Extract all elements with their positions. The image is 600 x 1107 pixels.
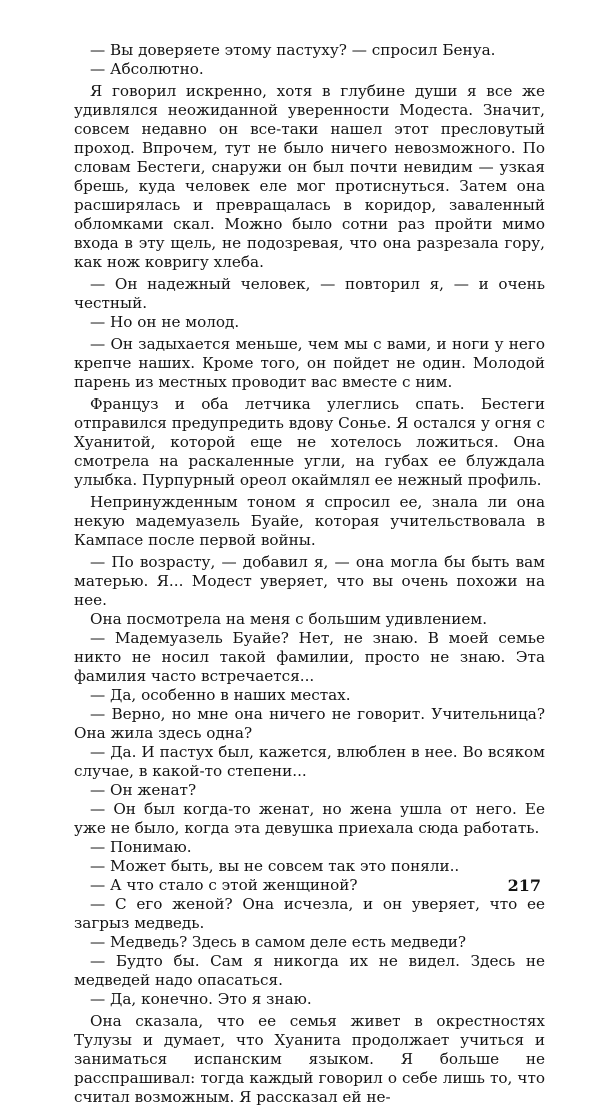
paragraph: Непринужденным тоном я спросил ее, знала ли она некую мадемуазель Буайе, которая учительствовала в Кампасе после первой войны. [74,493,545,549]
paragraph: — Мадемуазель Буайе? Нет, не знаю. В моей семье никто не носил такой фамилии, просто не знаю. Эта фамилия часто встречается... [74,629,545,685]
paragraph: — Медведь? Здесь в самом деле есть медведи? [90,933,467,951]
paragraph: — Он надежный человек, — повторил я, — и очень честный. [74,275,545,312]
paragraph: — Вы доверяете этому пастуху? — спросил Бенуа. [90,41,496,59]
paragraph: — Верно, но мне она ничего не говорит. Учительница? Она жила здесь одна? [74,705,545,742]
paragraph: Француз и оба летчика улеглись спать. Бестеги отправился предупредить вдову Сонье. Я остался у огня с Хуанитой, которой еще не хотелось ложиться. Она смотрела на раскаленные угли, на губах ее блуждала улыбка. Пурпурный ореол окаймлял ее нежный профиль. [74,395,545,489]
paragraph: Она сказала, что ее семья живет в окрестностях Тулузы и думает, что Хуанита продолжает учиться и заниматься испанским языком. Я больше не расспрашивал: тогда каждый говорил о себе лишь то, что считал возможным. Я рассказал ей не- [74,1012,545,1106]
paragraph: — Он был когда-то женат, но жена ушла от него. Ее уже не было, когда эта девушка приехала сюда работать. [74,800,545,837]
paragraph: — Будто бы. Сам я никогда их не видел. Здесь не медведей надо опасаться. [74,952,545,989]
paragraph: Я говорил искренно, хотя в глубине души я все же удивлялся неожиданной уверенности Модеста. Значит, совсем недавно он все-таки нашел этот пресловутый проход. Впрочем, тут не было ничего невозможного. По словам Бестеги, снаружи он был почти невидим — узкая брешь, куда человек еле мог протиснуться. Затем она расширялась и превращалась в коридор, заваленный обломками скал. Можно было сотни раз пройти мимо входа в эту щель, не подозревая, что она разрезала гору, как нож ковригу хлеба. [74,82,545,271]
paragraph: — С его женой? Она исчезла, и он уверяет, что ее загрыз медведь. [74,895,545,932]
paragraph: — Да, конечно. Это я знаю. [90,990,312,1008]
paragraph: — Да, особенно в наших местах. [90,686,351,704]
paragraph: — Он женат? [90,781,197,799]
body-text [74,41,545,1107]
paragraph: — Он задыхается меньше, чем мы с вами, и ноги у него крепче наших. Кроме того, он пойдет не один. Молодой парень из местных проводит вас вместе с ним. [74,335,545,391]
page-number: 217 [507,876,541,895]
paragraph: Она посмотрела на меня с большим удивлением. [90,610,488,628]
paragraph: — Но он не молод. [90,313,240,331]
paragraph: — Абсолютно. [90,60,204,78]
paragraph: — По возрасту, — добавил я, — она могла бы быть вам матерью. Я... Модест уверяет, что вы очень похожи на нее. [74,553,545,609]
paragraph: — А что стало с этой женщиной? [90,876,358,894]
paragraph: — Может быть, вы не совсем так это поняли.. [90,857,460,875]
paragraph: — Да. И пастух был, кажется, влюблен в нее. Во всяком случае, в какой-то степени... [74,743,545,780]
paragraph: — Понимаю. [90,838,192,856]
